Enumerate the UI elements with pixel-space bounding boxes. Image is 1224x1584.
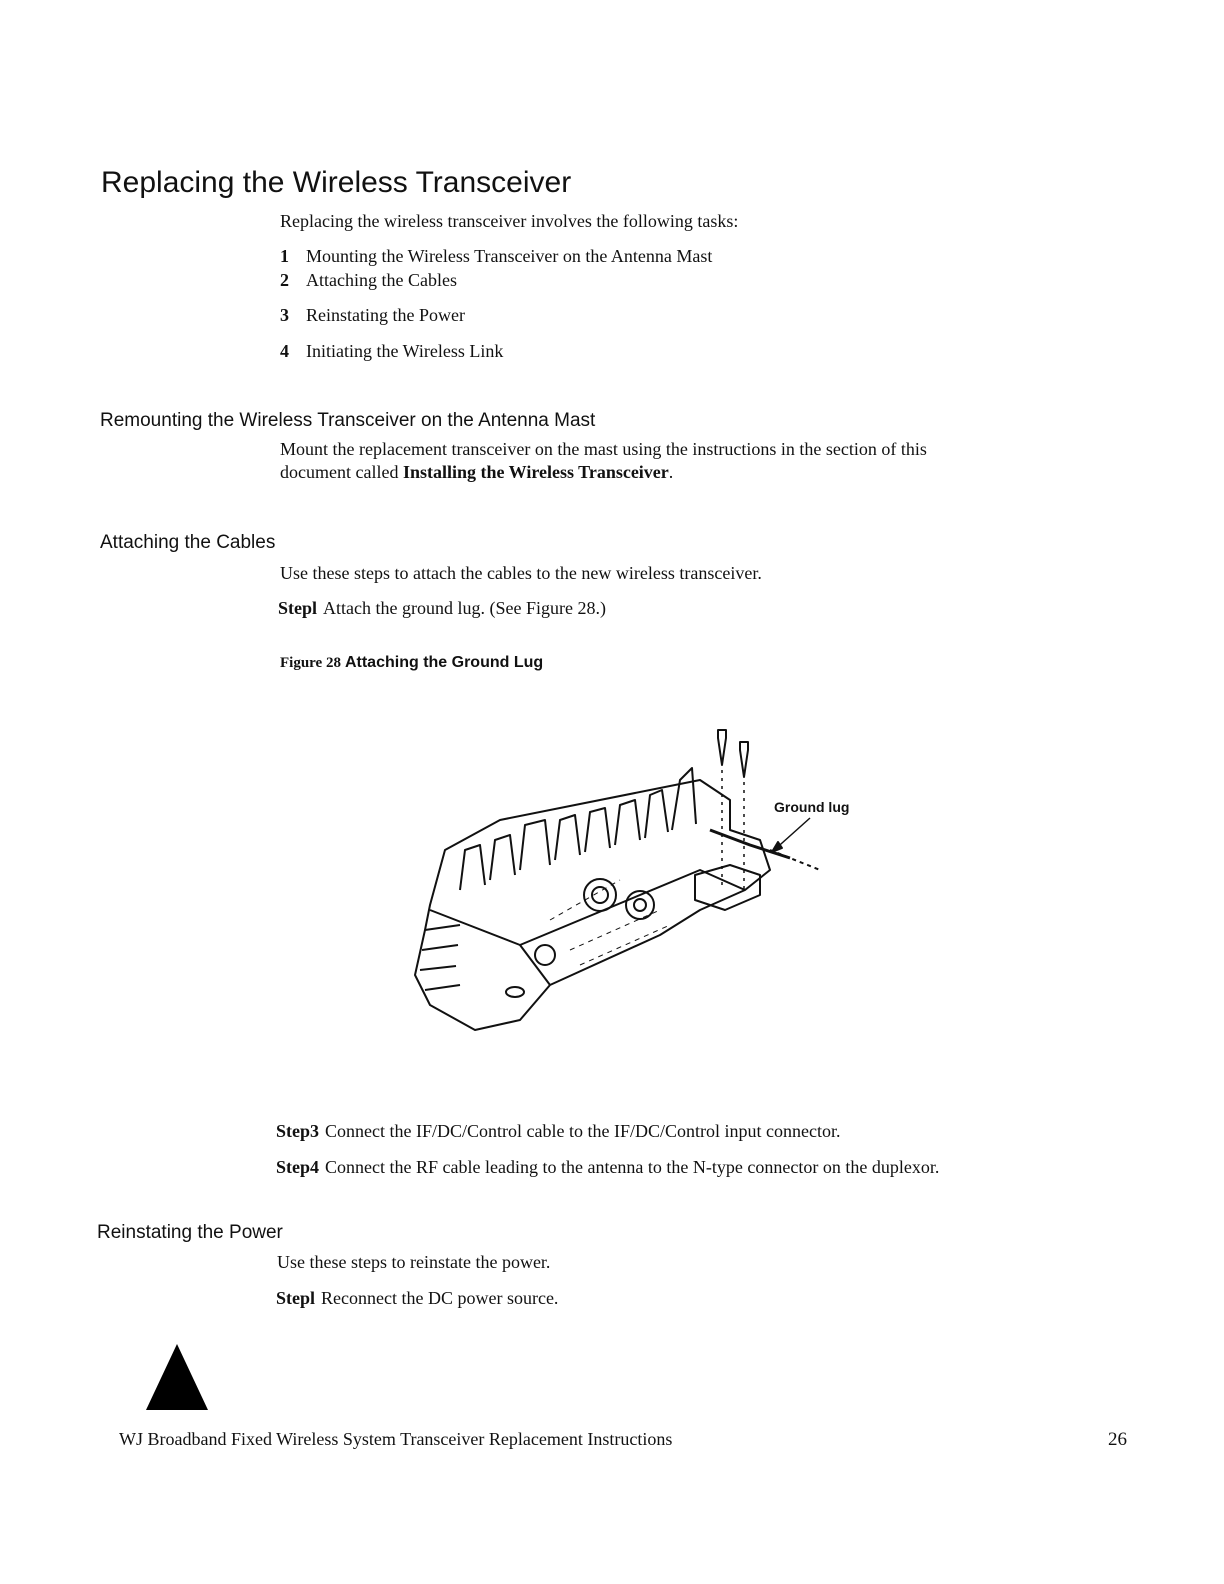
ground-wire bbox=[770, 850, 820, 870]
figure-callout-label: Ground lug bbox=[774, 799, 850, 815]
vent-plug bbox=[535, 945, 555, 965]
figure-title: Attaching the Ground Lug bbox=[344, 654, 544, 671]
transceiver-housing bbox=[415, 780, 770, 1030]
task-item-2 bbox=[280, 269, 457, 292]
page-number: 26 bbox=[1108, 1429, 1127, 1450]
task-label: Attaching the Cables bbox=[306, 270, 457, 290]
remount-line-2 bbox=[280, 461, 1040, 484]
task-label: Reinstating the Power bbox=[306, 305, 465, 325]
remount-line-2-post: . bbox=[668, 462, 674, 482]
task-label: Initiating the Wireless Link bbox=[306, 341, 504, 361]
figure-caption bbox=[280, 654, 543, 672]
task-label: Mounting the Wireless Transceiver on the Antenna Mast bbox=[306, 246, 713, 266]
step-text: Connect the IF/DC/Control cable to the IF/DC/Control input connector. bbox=[325, 1121, 841, 1141]
task-number: 2 bbox=[280, 270, 289, 290]
task-item-4 bbox=[280, 340, 503, 363]
cables-intro: Use these steps to attach the cables to the new wireless transceiver. bbox=[280, 563, 762, 583]
step-label: Stepl bbox=[278, 598, 318, 618]
intro-text: Replacing the wireless transceiver involves the following tasks: bbox=[280, 211, 739, 231]
cables-step-4 bbox=[276, 1156, 939, 1179]
section-heading-cables: Attaching the Cables bbox=[100, 532, 276, 553]
section-heading-remount: Remounting the Wireless Transceiver on the Antenna Mast bbox=[100, 410, 596, 431]
task-number: 3 bbox=[280, 305, 289, 325]
screw-icon bbox=[740, 742, 748, 777]
step-label: Step3 bbox=[276, 1121, 320, 1141]
warning-icon bbox=[144, 1342, 210, 1412]
step-label: Step4 bbox=[276, 1157, 320, 1177]
mounting-tab bbox=[695, 865, 760, 910]
step-text: Attach the ground lug. (See Figure 28.) bbox=[323, 598, 606, 618]
ground-lug-figure bbox=[400, 720, 870, 1050]
step-text: Connect the RF cable leading to the antenna to the N-type connector on the duplexor. bbox=[325, 1157, 940, 1177]
footer-text: WJ Broadband Fixed Wireless System Transceiver Replacement Instructions bbox=[119, 1429, 673, 1449]
section-heading-power: Reinstating the Power bbox=[97, 1222, 283, 1243]
power-step-1 bbox=[276, 1287, 558, 1310]
power-intro: Use these steps to reinstate the power. bbox=[277, 1252, 551, 1272]
step-text: Reconnect the DC power source. bbox=[321, 1288, 559, 1308]
housing-edge bbox=[430, 870, 745, 945]
remount-line-2-pre: document called bbox=[280, 462, 403, 482]
cables-step-3 bbox=[276, 1120, 840, 1143]
task-item-1 bbox=[280, 245, 712, 268]
document-reference: Installing the Wireless Transceiver bbox=[402, 462, 669, 482]
task-number: 1 bbox=[280, 246, 289, 266]
page-title: Replacing the Wireless Transceiver bbox=[101, 166, 572, 199]
task-item-3 bbox=[280, 304, 465, 327]
if-dc-control-connector bbox=[584, 879, 616, 911]
remount-text bbox=[280, 438, 1040, 484]
remount-line-1: Mount the replacement transceiver on the mast using the instructions in the section of this bbox=[280, 439, 927, 459]
cables-step-1 bbox=[278, 597, 606, 620]
step-label: Stepl bbox=[276, 1288, 316, 1308]
figure-number: Figure 28 bbox=[280, 655, 341, 671]
screw-icon bbox=[718, 730, 726, 765]
task-number: 4 bbox=[280, 341, 289, 361]
